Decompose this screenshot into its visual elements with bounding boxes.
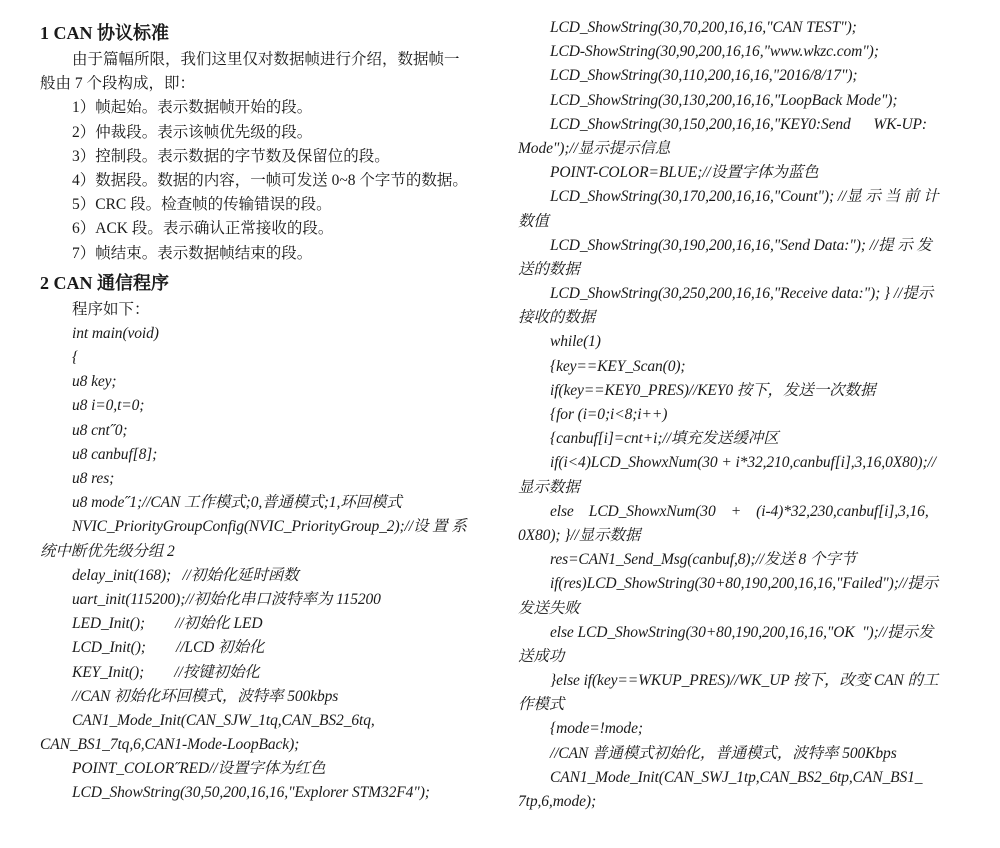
code-line: if(key==KEY0_PRES)//KEY0 按下，发送一次数据 bbox=[550, 381, 876, 399]
section-heading-1: 1 CAN 协议标准 bbox=[40, 23, 169, 43]
code-line: LCD_ShowString(30,50,200,16,16,"Explorer STM32F4"); bbox=[72, 784, 430, 802]
code-line: u8 i=0,t=0; bbox=[72, 397, 145, 415]
code-line: while(1) bbox=[550, 333, 601, 351]
code-line: delay_init(168); //初始化延时函数 bbox=[72, 566, 299, 584]
segment-item: 5）CRC 段。检查帧的传输错误的段。 bbox=[72, 196, 332, 214]
code-line: else LCD_ShowxNum(30 + (i-4)*32,230,canbuf[i],3,16, bbox=[550, 502, 929, 520]
code-line-continuation: 送成功 bbox=[518, 647, 565, 665]
code-line: KEY_Init(); //按键初始化 bbox=[72, 663, 260, 681]
code-line: LCD_ShowString(30,70,200,16,16,"CAN TEST"); bbox=[550, 19, 857, 36]
code-line: //CAN 普通模式初始化，普通模式，波特率 500Kbps bbox=[550, 744, 897, 762]
code-line-continuation: CAN_BS1_7tq,6,CAN1-Mode-LoopBack); bbox=[40, 736, 300, 754]
program-intro: 程序如下： bbox=[72, 300, 150, 318]
code-line: }else if(key==WKUP_PRES)//WK_UP 按下，改变 CAN 的工 bbox=[550, 672, 939, 690]
intro-paragraph-line: 由于篇幅所限，我们这里仅对数据帧进行介绍，数据帧一 bbox=[72, 51, 460, 68]
code-line-continuation: Mode");//显示提示信息 bbox=[518, 139, 671, 157]
code-line-continuation: 数值 bbox=[518, 212, 549, 230]
code-line: {mode=!mode; bbox=[550, 720, 643, 738]
code-line: u8 mode˝1;//CAN 工作模式;0,普通模式;1,环回模式 bbox=[72, 494, 402, 512]
intro-paragraph-line: 般由 7 个段构成，即： bbox=[40, 75, 196, 93]
segment-item: 6）ACK 段。表示确认正常接收的段。 bbox=[72, 220, 334, 238]
left-column bbox=[40, 16, 488, 806]
code-line: POINT-COLOR=BLUE;//设置字体为蓝色 bbox=[550, 164, 819, 182]
code-line: u8 canbuf[8]; bbox=[72, 445, 158, 463]
code-line: int main(void) bbox=[72, 324, 159, 342]
code-line-continuation: 接收的数据 bbox=[518, 309, 596, 327]
section-heading-2: 2 CAN 通信程序 bbox=[40, 272, 169, 293]
segment-item: 4）数据段。数据的内容，一帧可发送 0~8 个字节的数据。 bbox=[72, 171, 468, 189]
code-line-continuation: 统中断优先级分组 2 bbox=[40, 542, 175, 560]
code-line: LCD_ShowString(30,150,200,16,16,"KEY0:Send WK-UP: bbox=[550, 115, 927, 133]
code-line: if(res)LCD_ShowString(30+80,190,200,16,16,"Failed");//提示 bbox=[550, 575, 939, 593]
segment-item: 7）帧结束。表示数据帧结束的段。 bbox=[72, 244, 313, 262]
code-line: {for (i=0;i<8;i++) bbox=[550, 406, 668, 423]
code-line-continuation: 作模式 bbox=[518, 696, 565, 714]
code-line: {canbuf[i]=cnt+i;//填充发送缓冲区 bbox=[550, 430, 779, 448]
code-line: POINT_COLOR˝RED//设置字体为红色 bbox=[72, 760, 326, 778]
code-line: LCD_ShowString(30,250,200,16,16,"Receive data:"); } //提示 bbox=[550, 285, 933, 303]
code-line: else LCD_ShowString(30+80,190,200,16,16,"OK ");//提示发 bbox=[550, 623, 934, 641]
code-line: LCD_ShowString(30,170,200,16,16,"Count"); //显 示 当 前 计 bbox=[550, 188, 939, 206]
code-line: res=CAN1_Send_Msg(canbuf,8);//发送 8 个字节 bbox=[550, 551, 857, 569]
segment-item: 3）控制段。表示数据的字节数及保留位的段。 bbox=[72, 147, 390, 165]
code-line: //CAN 初始化环回模式，波特率 500kbps bbox=[72, 687, 339, 705]
code-line: LCD_ShowString(30,190,200,16,16,"Send Data:"); //提 示 发 bbox=[550, 236, 932, 254]
code-line: u8 key; bbox=[72, 373, 117, 391]
code-line: CAN1_Mode_Init(CAN_SJW_1tq,CAN_BS2_6tq, bbox=[72, 711, 375, 729]
code-line-continuation: 发送失败 bbox=[518, 599, 580, 617]
code-line: CAN1_Mode_Init(CAN_SWJ_1tp,CAN_BS2_6tp,CAN_BS1_ bbox=[550, 768, 923, 786]
code-line: uart_init(115200);//初始化串口波特率为 115200 bbox=[72, 590, 381, 608]
code-line: LCD_ShowString(30,130,200,16,16,"LoopBack Mode"); bbox=[550, 91, 898, 109]
code-line: LCD_Init(); //LCD 初始化 bbox=[72, 639, 265, 657]
code-line-continuation: 显示数据 bbox=[518, 478, 580, 496]
code-line: NVIC_PriorityGroupConfig(NVIC_PriorityGroup_2);//设 置 系 bbox=[72, 518, 467, 536]
code-line: if(i<4)LCD_ShowxNum(30 + i*32,210,canbuf[i],3,16,0X80);// bbox=[550, 454, 936, 472]
segment-item: 1）帧起始。表示数据帧开始的段。 bbox=[72, 99, 313, 117]
code-line: { bbox=[72, 349, 79, 367]
code-line: LCD-ShowString(30,90,200,16,16,"www.wkzc.com"); bbox=[550, 43, 879, 61]
code-line-continuation: 0X80); }//显示数据 bbox=[518, 526, 641, 544]
code-line: LED_Init(); //初始化 LED bbox=[72, 615, 263, 633]
code-line: u8 cnt˝0; bbox=[72, 421, 128, 439]
code-line: {key==KEY_Scan(0); bbox=[550, 357, 686, 375]
code-line-continuation: 送的数据 bbox=[518, 260, 580, 278]
segment-item: 2）仲裁段。表示该帧优先级的段。 bbox=[72, 123, 313, 141]
code-line: u8 res; bbox=[72, 470, 115, 487]
code-line-continuation: 7tp,6,mode); bbox=[518, 793, 597, 810]
right-column bbox=[518, 16, 964, 814]
code-line: LCD_ShowString(30,110,200,16,16,"2016/8/17"); bbox=[550, 67, 858, 85]
